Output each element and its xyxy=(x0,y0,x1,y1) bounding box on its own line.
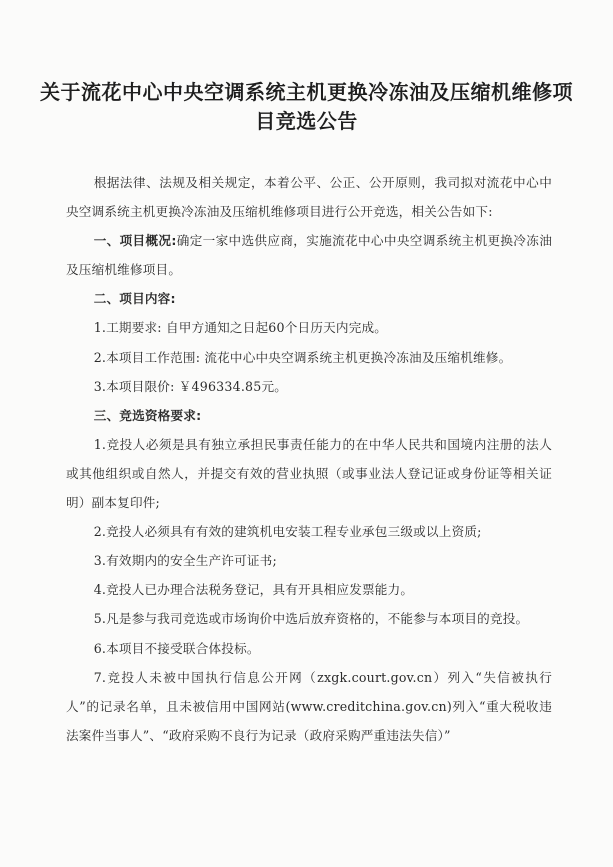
intro-paragraph: 根据法律、法规及相关规定，本着公平、公正、公开原则，我司拟对流花中心中央空调系统主机更换冷冻油及压缩机维修项目进行公开竞选，相关公告如下: xyxy=(66,175,552,220)
section-3-heading: 三、竞选资格要求: xyxy=(93,407,202,423)
section-2-heading: 二、项目内容: xyxy=(93,291,176,307)
section-2-item: 1.工期要求: 自甲方通知之日起60个日历天内完成。 xyxy=(93,320,388,336)
section-3-item: 1.竞投人必须是具有独立承担民事责任能力的在中华人民共和国境内注册的法人或其他组织或自然人，并提交有效的营业执照（或事业法人登记证或身份证等相关证明）副本复印件; xyxy=(66,436,552,511)
section-3-item: 7.竞投人未被中国执行信息公开网（zxgk.court.gov.cn）列入“失信被执行人”的记录名单，且未被信用中国网站(www.creditchina.gov.cn)列入“重大税收违法案件当事人”、“政府采购不良行为记录（政府采购严重违法失信）” xyxy=(66,669,552,743)
section-3-item: 3.有效期内的安全生产许可证书; xyxy=(93,553,277,569)
section-3-item: 6.本项目不接受联合体投标。 xyxy=(93,640,260,656)
document-body xyxy=(66,168,552,750)
section-3-item: 2.竞投人必须具有有效的建筑机电安装工程专业承包三级或以上资质; xyxy=(93,524,482,540)
section-3-item: 4.竞投人已办理合法税务登记，具有开具相应发票能力。 xyxy=(93,582,414,598)
section-1-paragraph xyxy=(66,226,552,284)
section-2-item: 2.本项目工作范围: 流花中心中央空调系统主机更换冷冻油及压缩机维修。 xyxy=(93,349,512,365)
section-1-heading: 一、项目概况: xyxy=(93,233,177,249)
section-1-text: 确定一家中选供应商，实施流花中心中央空调系统主机更换冷冻油及压缩机维修项目。 xyxy=(66,233,552,278)
section-2-item: 3.本项目限价: ￥496334.85元。 xyxy=(93,378,288,394)
document-title: 关于流花中心中央空调系统主机更换冷冻油及压缩机维修项目竞选公告 xyxy=(40,80,573,133)
section-3-item: 5.凡是参与我司竞选或市场询价中选后放弃资格的，不能参与本项目的竞投。 xyxy=(93,611,529,627)
